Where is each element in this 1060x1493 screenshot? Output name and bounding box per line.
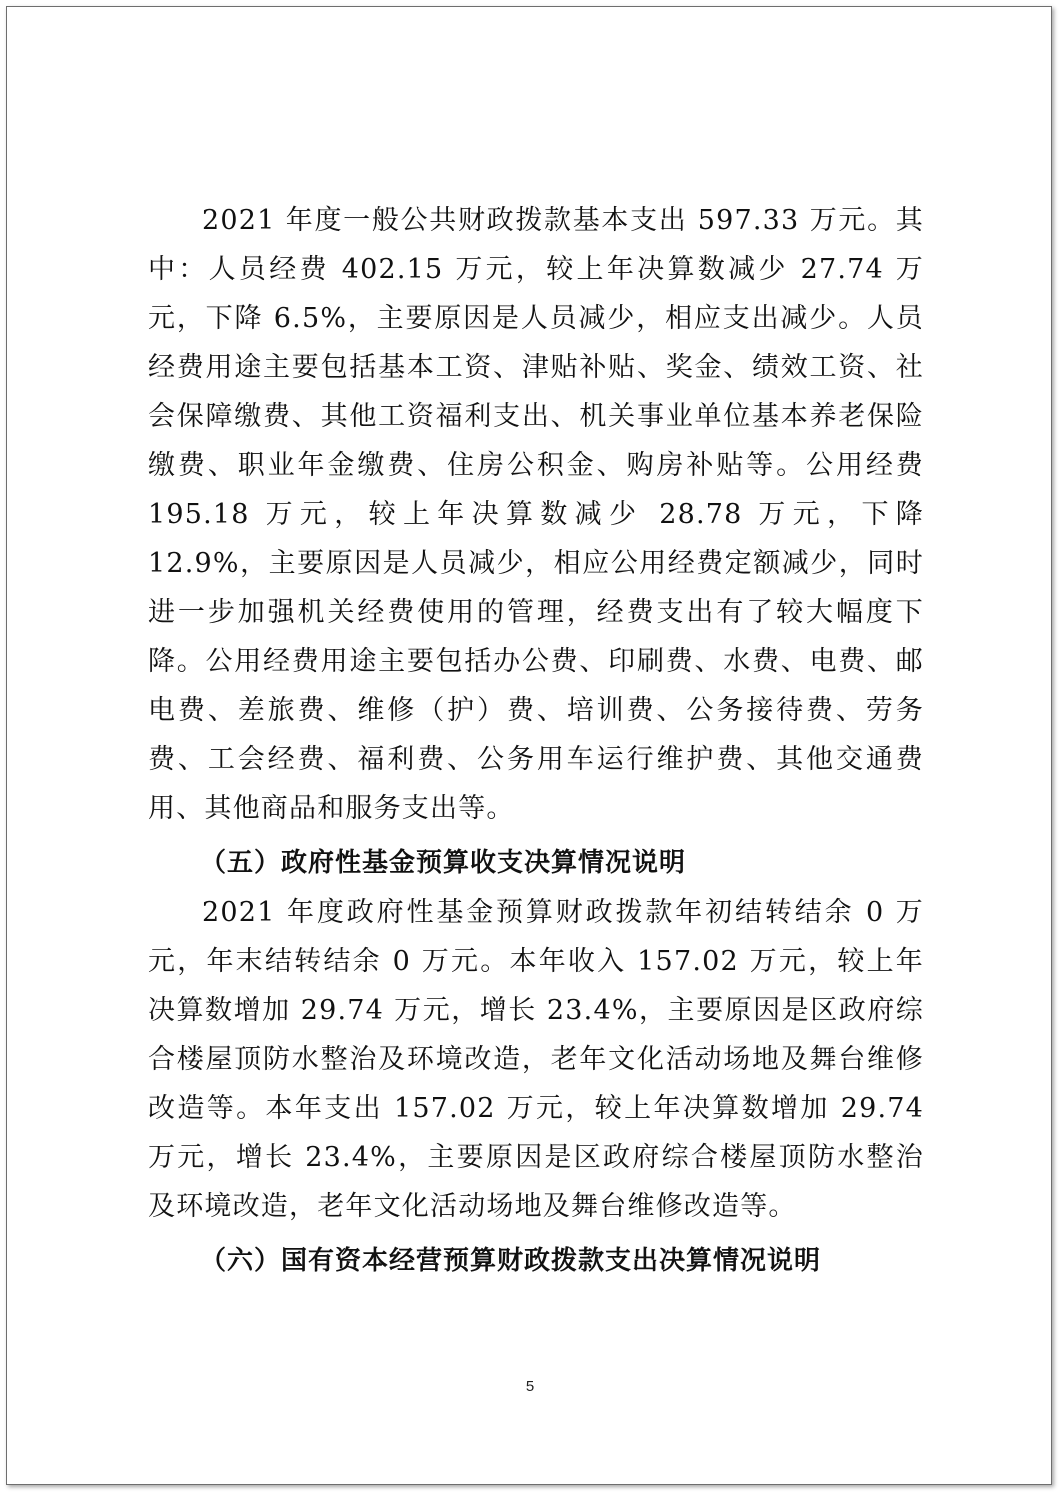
document-body <box>148 196 924 1286</box>
paragraph-basic-expenditure: 2021 年度一般公共财政拨款基本支出 597.33 万元。其中：人员经费 402.15 万元，较上年决算数减少 27.74 万元，下降 6.5%，主要原因是人员减少，相应支出减少。人员经费用途主要包括基本工资、津贴补贴、奖金、绩效工资、社会保障缴费、其他工资福利支出、机关事业单位基本养老保险缴费、职业年金缴费、住房公积金、购房补贴等。公用经费 195.18 万元，较上年决算数减少 28.78 万元，下降 12.9%，主要原因是人员减少，相应公用经费定额减少，同时进一步加强机关经费使用的管理，经费支出有了较大幅度下降。公用经费用途主要包括办公费、印刷费、水费、电费、邮电费、差旅费、维修（护）费、培训费、公务接待费、劳务费、工会经费、福利费、公务用车运行维护费、其他交通费用、其他商品和服务支出等。 <box>148 205 924 824</box>
section-heading-state-capital: （六）国有资本经营预算财政拨款支出决算情况说明 <box>200 1246 822 1276</box>
page-number: 5 <box>525 1378 535 1395</box>
section-heading-government-fund: （五）政府性基金预算收支决算情况说明 <box>200 848 687 878</box>
paragraph-government-fund: 2021 年度政府性基金预算财政拨款年初结转结余 0 万元，年末结转结余 0 万元。本年收入 157.02 万元，较上年决算数增加 29.74 万元，增长 23.4%，主要原因是区政府综合楼屋顶防水整治及环境改造，老年文化活动场地及舞台维修改造等。本年支出 157.02 万元，较上年决算数增加 29.74 万元，增长 23.4%，主要原因是区政府综合楼屋顶防水整治及环境改造，老年文化活动场地及舞台维修改造等。 <box>148 897 924 1222</box>
